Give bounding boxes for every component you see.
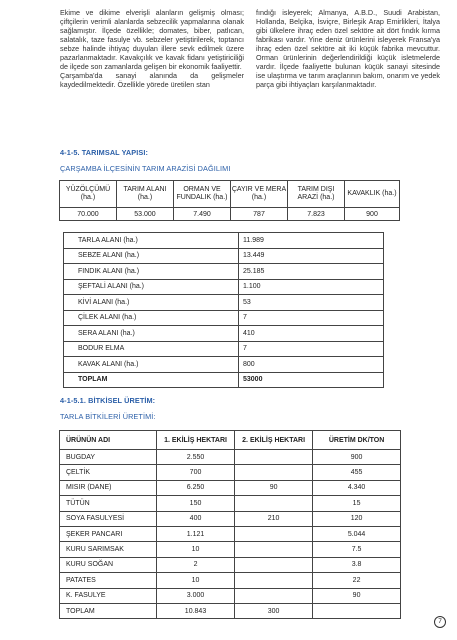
table-cell: 400 (156, 511, 234, 526)
table-cell: TOPLAM (60, 603, 157, 618)
table-cell: 3.8 (313, 557, 401, 572)
table-row (60, 573, 401, 588)
table-cell: 7 (239, 341, 384, 357)
table-cell (235, 588, 313, 603)
table-cell: 10.843 (156, 603, 234, 618)
table-cell: 90 (313, 588, 401, 603)
table-row (60, 480, 401, 495)
table-cell: TARLA ALANI (ha.) (64, 233, 239, 249)
table-header-cell: ÇAYIR VE MERA (ha.) (231, 181, 288, 208)
text-column-left (60, 8, 244, 89)
page-number: 7 (434, 616, 446, 628)
table-row (60, 208, 400, 221)
table-cell: 10 (156, 542, 234, 557)
table-cell: MISIR (DANE) (60, 480, 157, 495)
table-cell: KURU SARIMSAK (60, 542, 157, 557)
table-cell: 150 (156, 496, 234, 511)
table-cell: 53 (239, 295, 384, 311)
table-cell: 15 (313, 496, 401, 511)
table-row (64, 341, 384, 357)
table-row (64, 295, 384, 311)
table-cell: SERA ALANI (ha.) (64, 326, 239, 342)
table-row (60, 496, 401, 511)
table-cell: 25.185 (239, 264, 384, 280)
table-cell: 800 (239, 357, 384, 373)
table-row (64, 248, 384, 264)
table-cell: 7 (239, 310, 384, 326)
table-cell: 3.000 (156, 588, 234, 603)
table-cell: 300 (235, 603, 313, 618)
table-cell: 6.250 (156, 480, 234, 495)
table-header-cell: YÜZÖLÇÜMÜ (ha.) (60, 181, 117, 208)
table-row (64, 326, 384, 342)
table-row (60, 603, 401, 618)
crop-table-body (60, 450, 401, 619)
table-row (64, 357, 384, 373)
table-cell: BODUR ELMA (64, 341, 239, 357)
table-cell: ŞEFTALİ ALANI (ha.) (64, 279, 239, 295)
table-cell: TOPLAM (64, 372, 239, 388)
table-cell: 4.340 (313, 480, 401, 495)
table-cell: 90 (235, 480, 313, 495)
paragraph: Çarşamba'da sanayi alanında da gelişmeler kaydedilmektedir. Özellikle yörede üretilen stan (60, 71, 244, 90)
table-cell: 2.550 (156, 450, 234, 465)
table-cell: K. FASULYE (60, 588, 157, 603)
table-cell: KAVAK ALANI (ha.) (64, 357, 239, 373)
table-cell (313, 603, 401, 618)
table-cell: ÇİLEK ALANI (ha.) (64, 310, 239, 326)
crop-production-table (59, 430, 401, 619)
section-heading: 4-1-5.1. BİTKİSEL ÜRETİM: (60, 396, 156, 405)
table-cell: 455 (313, 465, 401, 480)
section-subheading: ÇARŞAMBA İLÇESİNİN TARIM ARAZİSİ DAĞILIMI (60, 164, 231, 173)
table-cell: 900 (345, 208, 400, 221)
table-cell: ŞEKER PANCARI (60, 526, 157, 541)
table-cell: KURU SOĞAN (60, 557, 157, 572)
table-header-cell: 1. EKİLİŞ HEKTARI (156, 431, 234, 450)
table-total-row (64, 372, 384, 388)
table-row (64, 264, 384, 280)
table-cell: PATATES (60, 573, 157, 588)
paragraph: Ekime ve dikime elverişli alanların gelişmiş olması; çiftçilerin verimli alanlarda sebzecilik yapmalarına olanak sağlamıştır. İlçede özellikle; domates, biber, patlıcan, salatalık, taze fasulye vb. sebzeler yetiştirilerek, toptancı sebze halinde ihtiyaç duyulan illere sevk edilmek üzere pazarlanmaktadır. Kavakçılık ve kavak fidanı yetiştiriciliği de ilçede son zamanlarda gelişen bir ekonomik faaliyettir. (60, 8, 244, 72)
table-cell: 53.000 (117, 208, 174, 221)
table-cell: 53000 (239, 372, 384, 388)
table-row (60, 465, 401, 480)
table-cell: 70.000 (60, 208, 117, 221)
table-cell: 5.044 (313, 526, 401, 541)
table-header-row (60, 181, 400, 208)
table-cell: 11.989 (239, 233, 384, 249)
table-cell: 410 (239, 326, 384, 342)
table-cell (235, 496, 313, 511)
table-header-cell: KAVAKLIK (ha.) (345, 181, 400, 208)
text-column-right (256, 8, 440, 89)
table-header-cell: TARIM ALANI (ha.) (117, 181, 174, 208)
table-cell: 120 (313, 511, 401, 526)
table-cell: 210 (235, 511, 313, 526)
table-cell (235, 526, 313, 541)
table-row (60, 526, 401, 541)
table-row (64, 310, 384, 326)
table-cell (235, 557, 313, 572)
table-row (60, 511, 401, 526)
table-cell: 700 (156, 465, 234, 480)
table-cell: 2 (156, 557, 234, 572)
table-row (64, 233, 384, 249)
paragraph: fındığı isleyerek; Almanya, A.B.D., Suudi Arabistan, Hollanda, Belçika, İsviçre, Birleşik Arap Emirlikleri, İtalya gibi ülkelere ihraç eden özel sektöre ait dört fındık kırma fabrikası vardır. Yine deniz ürünlerini isleyerek Fransa'ya ihraç eden özel sektöre ait iki küçük fabrika mevcuttur. Orman ürünlerinin değerlendirildiği küçük isletmelerde vardır. İlçede faaliyette bulunan küçük sanayi sitesinde ise ulaştırma ve tarım araçlarının bakım, onarım ve yedek parça gibi ihtiyaçları karşılanmaktadır. (256, 8, 440, 90)
table-cell: SOYA FASULYESİ (60, 511, 157, 526)
table-cell: 1.100 (239, 279, 384, 295)
table-row (64, 279, 384, 295)
table-cell: FINDIK ALANI (ha.) (64, 264, 239, 280)
table-header-cell: ORMAN VE FUNDALIK (ha.) (174, 181, 231, 208)
table-row (60, 542, 401, 557)
table-header-row (60, 431, 401, 450)
table-cell: ÇELTİK (60, 465, 157, 480)
table-row (60, 450, 401, 465)
table-cell: 22 (313, 573, 401, 588)
table-row (60, 588, 401, 603)
table-cell: 787 (231, 208, 288, 221)
table-cell (235, 450, 313, 465)
table-cell: 7.5 (313, 542, 401, 557)
table-cell (235, 573, 313, 588)
table-cell: 900 (313, 450, 401, 465)
table-cell: 13.449 (239, 248, 384, 264)
table-cell: 10 (156, 573, 234, 588)
table-cell: KİVİ ALANI (ha.) (64, 295, 239, 311)
table-cell: 7.823 (288, 208, 345, 221)
table-header-cell: 2. EKİLİŞ HEKTARI (235, 431, 313, 450)
land-distribution-table (59, 180, 400, 221)
table-cell: 7.490 (174, 208, 231, 221)
table-header-cell: ÜRETİM DK/TON (313, 431, 401, 450)
section-heading: 4-1-5. TARIMSAL YAPISI: (60, 148, 148, 157)
area-table (63, 232, 384, 388)
table-header-cell: ÜRÜNÜN ADI (60, 431, 157, 450)
table-cell: BUGDAY (60, 450, 157, 465)
table-cell: SEBZE ALANI (ha.) (64, 248, 239, 264)
section-subheading: TARLA BİTKİLERİ ÜRETİMİ: (60, 412, 156, 421)
table-cell: 1.121 (156, 526, 234, 541)
table-row (60, 557, 401, 572)
table-header-cell: TARIM DIŞI ARAZİ (ha.) (288, 181, 345, 208)
table-cell (235, 542, 313, 557)
table-cell: TÜTÜN (60, 496, 157, 511)
table-cell (235, 465, 313, 480)
